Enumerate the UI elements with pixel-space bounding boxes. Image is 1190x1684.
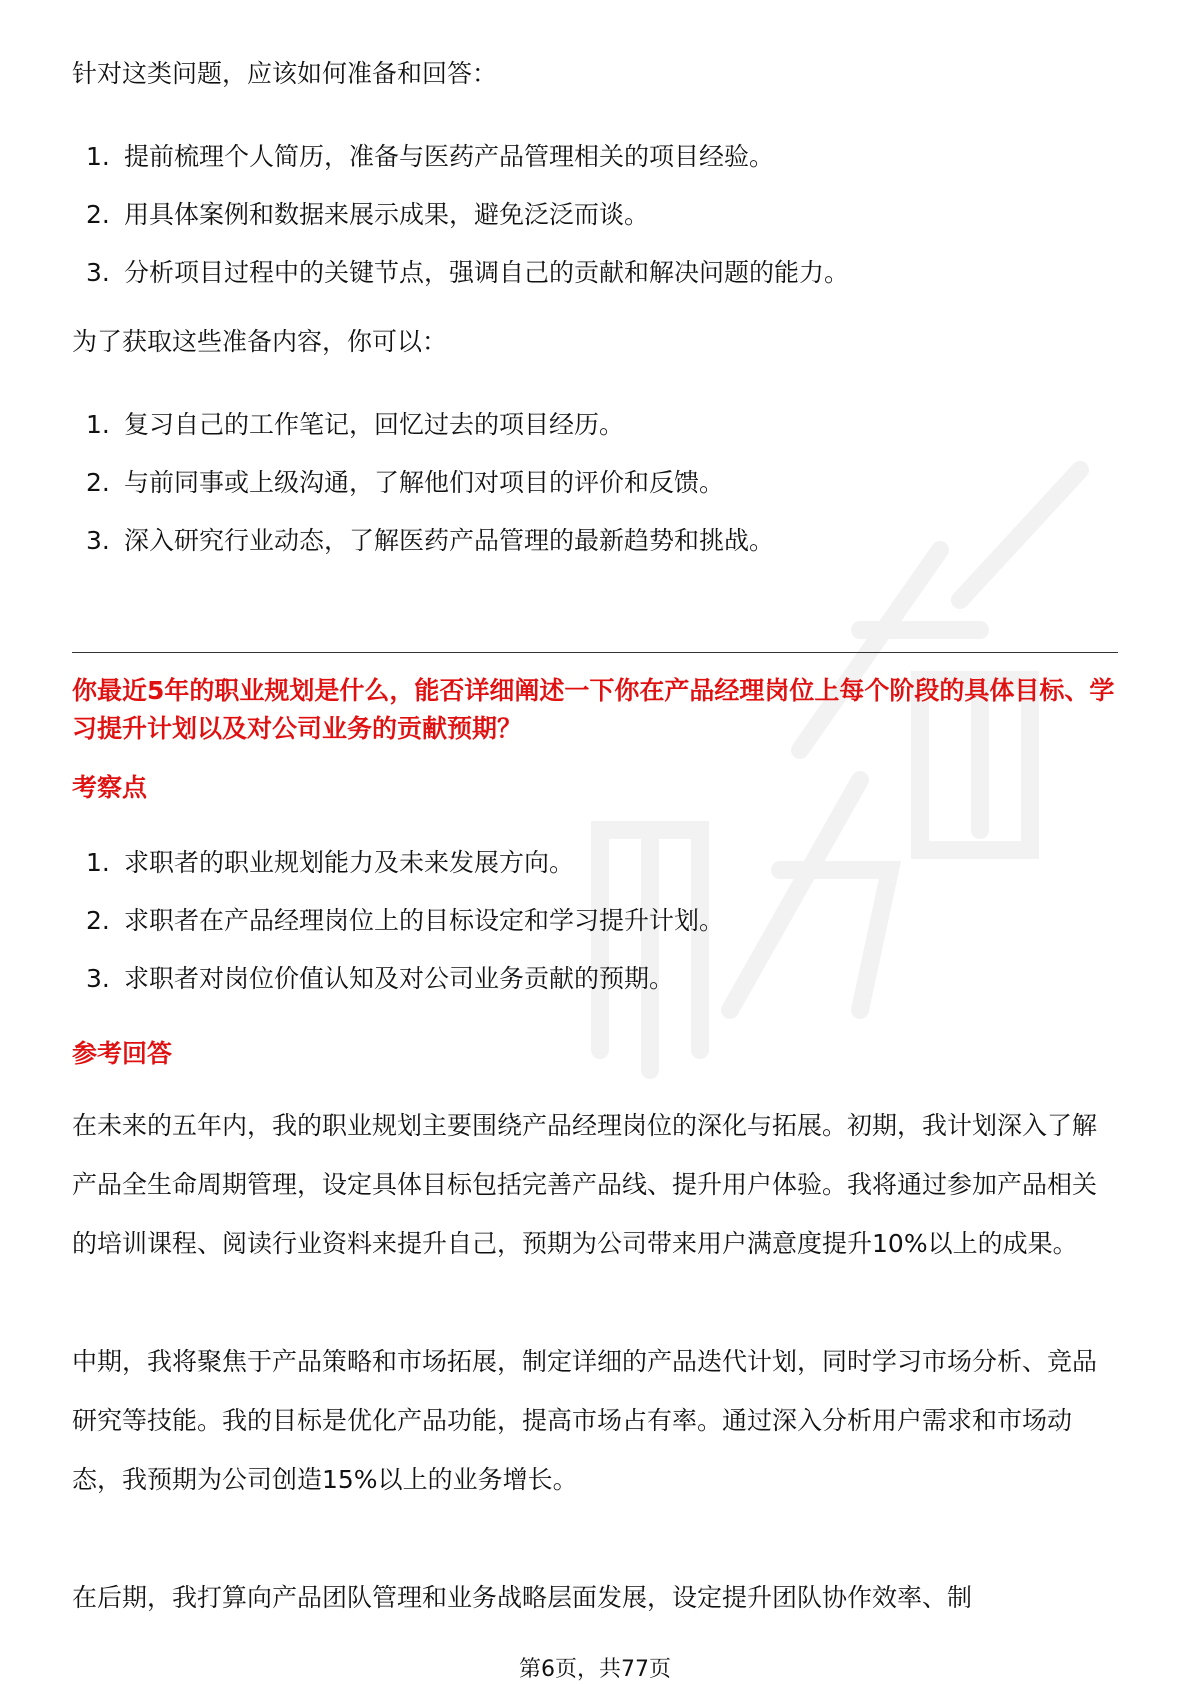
list-item: 2. 用具体案例和数据来展示成果，避免泛泛而谈。 [86,200,650,229]
list-item: 1. 提前梳理个人简历，准备与医药产品管理相关的项目经验。 [86,142,775,171]
intro-heading: 针对这类问题，应该如何准备和回答： [72,59,498,88]
list-item: 2. 与前同事或上级沟通，了解他们对项目的评价和反馈。 [86,468,725,497]
page-number: 第6页，共77页 [519,1657,671,1682]
list-item: 3. 深入研究行业动态，了解医药产品管理的最新趋势和挑战。 [86,526,775,555]
focus-list [72,834,1118,1008]
answer-paragraph: 在未来的五年内，我的职业规划主要围绕产品经理岗位的深化与拓展。初期，我计划深入了解产品全生命周期管理，设定具体目标包括完善产品线、提升用户体验。我将通过参加产品相关的培训课程、阅读行业资料来提升自己，预期为公司带来用户满意度提升10%以上的成果。 [72,1111,1098,1258]
gather-list [72,396,1118,570]
list-item: 3. 分析项目过程中的关键节点，强调自己的贡献和解决问题的能力。 [86,258,850,287]
list-item: 1. 复习自己的工作笔记，回忆过去的项目经历。 [86,410,625,439]
prepare-list [72,128,1118,302]
section-divider [72,652,1118,653]
list-item: 3. 求职者对岗位价值认知及对公司业务贡献的预期。 [86,964,675,993]
answer-title: 参考回答 [72,1039,173,1068]
gather-heading: 为了获取这些准备内容，你可以： [72,327,448,356]
answer-paragraph: 在后期，我打算向产品团队管理和业务战略层面发展，设定提升团队协作效率、制 [72,1583,973,1612]
answer-paragraph: 中期，我将聚焦于产品策略和市场拓展，制定详细的产品迭代计划，同时学习市场分析、竞品研究等技能。我的目标是优化产品功能，提高市场占有率。通过深入分析用户需求和市场动态，我预期为公司创造15%以上的业务增长。 [72,1347,1098,1494]
question-title: 你最近5年的职业规划是什么，能否详细阐述一下你在产品经理岗位上每个阶段的具体目标、学习提升计划以及对公司业务的贡献预期？ [72,676,1115,743]
focus-title: 考察点 [72,773,148,802]
list-item: 1. 求职者的职业规划能力及未来发展方向。 [86,848,575,877]
list-item: 2. 求职者在产品经理岗位上的目标设定和学习提升计划。 [86,906,725,935]
